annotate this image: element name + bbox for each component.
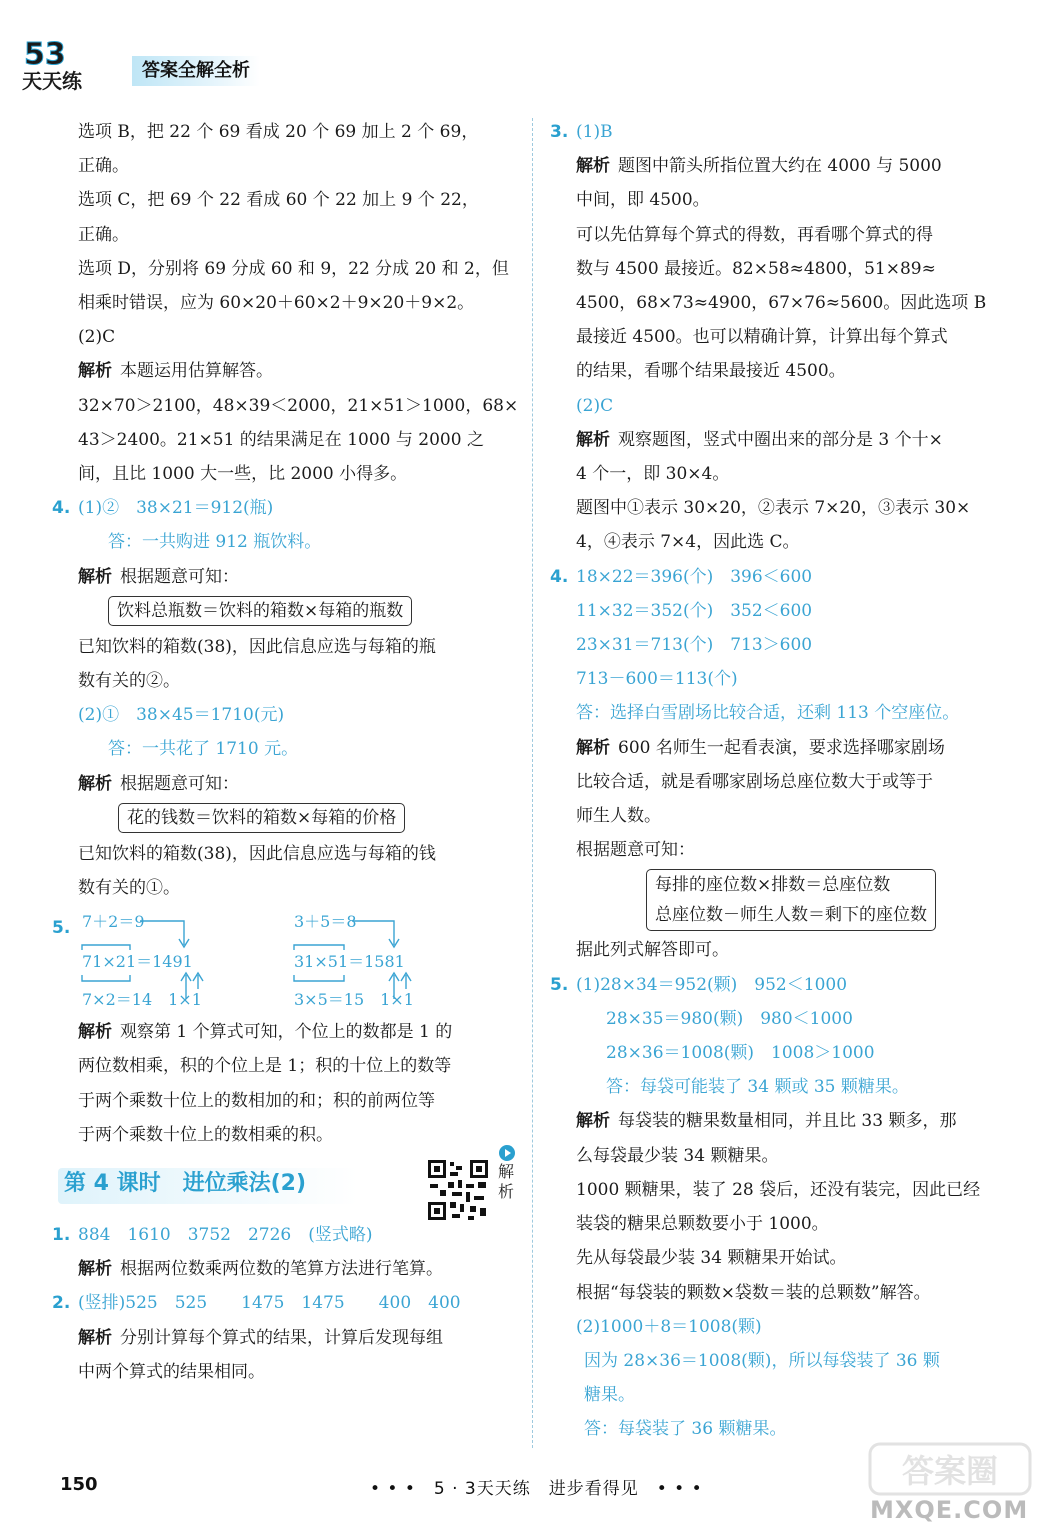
text-line: 比较合适，就是看哪家剧场总座位数大于或等于 (576, 771, 933, 792)
analysis-line: 解析 根据两位数乘两位数的笔算方法进行笔算。 (78, 1259, 443, 1280)
page-header (20, 34, 420, 94)
question-3-line: 3. (1)B (550, 115, 1020, 149)
text-line: 题图中①表示 30×20，②表示 7×20，③表示 30× (576, 498, 971, 519)
text-line: 么每袋最少装 34 颗糖果。 (576, 1145, 779, 1166)
analysis-line: 解析 根据题意可知： (78, 773, 239, 794)
answer-line: 答：每袋装了 36 颗糖果。 (584, 1419, 787, 1440)
text-line: 于两个乘数十位上的数相加的和；积的前两位等 (78, 1090, 435, 1111)
text-line: 1000 颗糖果，装了 28 袋后，还没有装完，因此已经 (576, 1179, 981, 1200)
text-line: 中两个算式的结果相同。 (78, 1361, 265, 1382)
calc-line: 28×36＝1008(颗) 1008＞1000 (606, 1043, 875, 1064)
question-number: 4. (550, 566, 569, 587)
footer-slogan: • • • 5 · 3天天练 进步看得见 • • • (370, 1479, 703, 1499)
analysis-label: 解析 (78, 1327, 112, 1348)
text-line: 根据“每袋装的颗数×袋数＝装的总颗数”解答。 (576, 1282, 931, 1303)
answer-line: 答：每袋可能装了 34 颗或 35 颗糖果。 (606, 1077, 909, 1098)
text-line: 选项 B，把 22 个 69 看成 20 个 69 加上 2 个 69， (78, 122, 479, 142)
text-line: 数与 4500 最接近。82×58≈4800，51×89≈ (576, 258, 936, 279)
left-column (52, 115, 519, 1389)
text-line: 的结果，看哪个结果最接近 4500。 (576, 361, 846, 382)
svg-text:53: 53 (24, 37, 66, 72)
question-number: 3. (550, 122, 569, 142)
diagram-1-top: 7＋2＝9 (82, 912, 145, 932)
answer-line: 答：选择白雪剧场比较合适，还剩 113 个空座位。 (576, 703, 960, 724)
text-line: 装袋的糖果总颗数要小于 1000。 (576, 1214, 829, 1235)
question-number: 5. (550, 974, 569, 995)
question-number: 2. (52, 1293, 71, 1314)
formula-box (646, 869, 936, 931)
text-line: 据此列式解答即可。 (576, 940, 729, 961)
text-line: 4500，68×73≈4900，67×76≈5600。因此选项 B (576, 293, 987, 314)
analysis-line: 解析 分别计算每个算式的结果，计算后发现每组 (78, 1327, 443, 1348)
analysis-label: 解析 (78, 1022, 112, 1043)
text-line: 最接近 4500。也可以精确计算，计算出每个算式 (576, 327, 948, 348)
text-line: 32×70＞2100，48×39＜2000，21×51＞1000，68× (78, 395, 519, 416)
text-line: 正确。 (78, 224, 129, 245)
question-4-line: 4. (1)② 38×21＝912(瓶) (52, 491, 514, 525)
text-line: 数有关的②。 (78, 671, 180, 692)
text-line: 师生人数。 (576, 806, 661, 827)
text-line: 43＞2400。21×51 的结果满足在 1000 与 2000 之 (78, 429, 484, 450)
analysis-label: 解析 (576, 429, 610, 450)
text-line: 4 个一，即 30×4。 (576, 464, 730, 485)
question-5-line: 5. (1)28×34＝952(颗) 952＜1000 (550, 968, 1020, 1002)
analysis-label: 解析 (576, 1111, 610, 1132)
question-1-line: 1. 884 1610 3752 2726 (竖式略) (52, 1218, 514, 1252)
formula-line: 总座位数－师生人数＝剩下的座位数 (655, 905, 927, 926)
qr-label: 解析 (497, 1162, 514, 1202)
play-icon (498, 1144, 516, 1162)
analysis-line: 解析 600 名师生一起看表演，要求选择哪家剧场 (576, 737, 945, 758)
question-number: 4. (52, 498, 71, 519)
formula-line: 每排的座位数×排数＝总座位数 (655, 875, 891, 896)
analysis-label: 解析 (78, 361, 112, 382)
formula-box-row (52, 801, 514, 837)
lesson-section-header (58, 1158, 514, 1214)
text-line: 相乘时错误，应为 60×20＋60×2＋9×20＋9×2。 (78, 293, 475, 314)
formula-box: 花的钱数＝饮料的箱数×每箱的价格 (118, 803, 405, 833)
analysis-label: 解析 (576, 737, 610, 758)
answer-line: 答：一共购进 912 瓶饮料。 (108, 532, 322, 553)
formula-box: 饮料总瓶数＝饮料的箱数×每箱的瓶数 (108, 596, 412, 626)
question-4-line: 4. 18×22＝396(个) 396＜600 (550, 560, 1020, 594)
question-5-diagrams (52, 905, 514, 1015)
calc-line: 713－600＝113(个) (576, 669, 738, 690)
text-line: 选项 D，分别将 69 分成 60 和 9，22 分成 20 和 2，但 (78, 258, 509, 279)
text-line: 正确。 (78, 156, 129, 177)
analysis-line: 解析 观察第 1 个算式可知，个位上的数都是 1 的 (78, 1022, 453, 1043)
text-line: 已知饮料的箱数(38)，因此信息应选与每箱的钱 (78, 843, 436, 864)
header-title: 答案全解全析 (132, 56, 260, 86)
diagram-1-bot: 7×2＝14 1×1 (82, 990, 202, 1010)
answer-line: 答：一共花了 1710 元。 (108, 739, 299, 760)
text-line: 可以先估算每个算式的得数，再看哪个算式的得 (576, 224, 933, 245)
text-line: 已知饮料的箱数(38)，因此信息应选与每箱的瓶 (78, 636, 436, 657)
analysis-line: 解析 题图中箭头所指位置大约在 4000 与 5000 (576, 156, 942, 177)
analysis-line: 解析 每袋装的糖果数量相同，并且比 33 颗多，那 (576, 1111, 957, 1132)
text-line: 先从每袋最少装 34 颗糖果开始试。 (576, 1248, 847, 1269)
question-number: 1. (52, 1225, 71, 1246)
diagram-2-mid: 31×51＝1581 (294, 952, 405, 972)
diagram-1-mid: 71×21＝1491 (82, 952, 193, 972)
analysis-label: 解析 (576, 156, 610, 177)
analysis-label: 解析 (78, 1259, 112, 1280)
diagram-2-bot: 3×5＝15 1×1 (294, 990, 414, 1010)
text-line: 4，④表示 7×4，因此选 C。 (576, 532, 800, 553)
digit-pattern-diagram (78, 905, 498, 1015)
watermark-text: MXQE.COM (870, 1496, 1029, 1524)
answer-line: 糖果。 (584, 1385, 635, 1406)
analysis-label: 解析 (78, 566, 112, 587)
svg-text:天天练: 天天练 (22, 69, 82, 92)
diagram-2-top: 3＋5＝8 (294, 912, 357, 932)
calc-line: 28×35＝980(颗) 980＜1000 (606, 1008, 853, 1029)
calc-line: 23×31＝713(个) 713＞600 (576, 635, 813, 656)
sub-answer: (2)① 38×45＝1710(元) (78, 705, 285, 726)
section-title: 第 4 课时 进位乘法(2) (64, 1171, 307, 1197)
svg-text:答案圈: 答案圈 (901, 1452, 999, 1490)
calc-line: 11×32＝352(个) 352＜600 (576, 600, 813, 621)
sub-answer: (2)C (78, 327, 116, 348)
brand-logo (20, 34, 110, 92)
text-line: 间，且比 1000 大一些，比 2000 小得多。 (78, 464, 408, 485)
sub-answer: (2)1000＋8＝1008(颗) (576, 1316, 762, 1337)
text-line: 根据题意可知： (576, 840, 695, 861)
text-line: 于两个乘数十位上的数相乘的积。 (78, 1124, 333, 1145)
analysis-line: 解析 本题运用估算解答。 (78, 361, 273, 382)
text-line: 两位数相乘，积的个位上是 1；积的十位上的数等 (78, 1056, 452, 1077)
sub-answer: (2)C (576, 395, 614, 416)
qr-code-icon[interactable] (426, 1158, 490, 1222)
analysis-line: 解析 观察题图，竖式中圈出来的部分是 3 个十× (576, 429, 943, 450)
question-number: 5. (52, 918, 71, 939)
page-number: 150 (60, 1474, 98, 1495)
right-column (550, 115, 1020, 1447)
question-2-line: 2. (竖排)525 525 1475 1475 400 400 (52, 1286, 514, 1320)
text-line: 选项 C，把 69 个 22 看成 60 个 22 加上 9 个 22， (78, 190, 479, 211)
analysis-label: 解析 (78, 773, 112, 794)
analysis-line: 解析 根据题意可知： (78, 566, 239, 587)
column-divider (532, 118, 533, 1448)
formula-box-row (52, 594, 514, 630)
formula-box-row (550, 867, 1020, 933)
text-line: 数有关的①。 (78, 878, 180, 899)
text-line: 中间，即 4500。 (576, 190, 710, 211)
answer-line: 因为 28×36＝1008(颗)，所以每袋装了 36 颗 (584, 1350, 940, 1371)
